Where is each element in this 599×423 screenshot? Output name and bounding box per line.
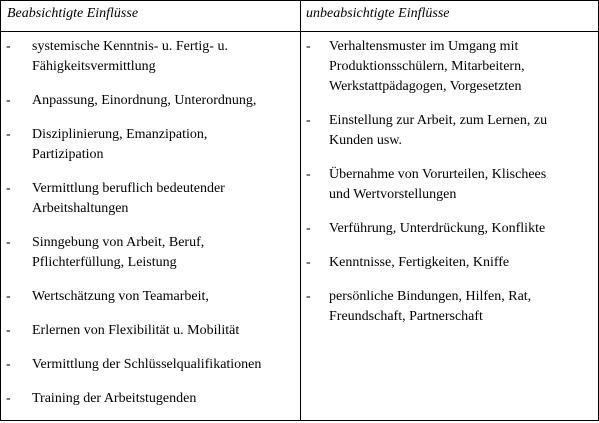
left-item-line: Sinngebung von Arbeit, Beruf,: [32, 235, 205, 250]
left-item: [1, 91, 300, 111]
bullet-dash: -: [6, 39, 11, 54]
left-item: [1, 321, 300, 341]
left-item: [1, 355, 300, 375]
bullet-dash: -: [6, 235, 11, 250]
bullet-dash: -: [306, 255, 311, 270]
left-item-text: [32, 125, 300, 165]
right-item: [301, 165, 598, 205]
bullet-dash: -: [306, 289, 311, 304]
right-item-line: Verführung, Unterdrückung, Konflikte: [329, 221, 546, 236]
left-item-line: Fähigkeitsvermittlung: [32, 59, 156, 74]
right-item-line: persönliche Bindungen, Hilfen, Rat,: [329, 289, 532, 304]
right-item-text: [329, 37, 598, 97]
left-item-text: [32, 233, 300, 273]
unintended-influences-list: [301, 37, 598, 341]
left-item-line: Vermittlung der Schlüsselqualifikationen: [32, 357, 262, 372]
right-item-text: [329, 253, 598, 273]
left-item-text: [32, 355, 300, 375]
right-item: [301, 37, 598, 97]
left-item-line: Vermittlung beruflich bedeutender: [32, 181, 225, 196]
right-item-line: Einstellung zur Arbeit, zum Lernen, zu: [329, 113, 548, 128]
header-unintended-influences: unbeabsichtigte Einflüsse: [306, 6, 450, 21]
left-item-line: Training der Arbeitstugenden: [32, 391, 197, 406]
right-item-line: Freundschaft, Partnerschaft: [329, 309, 483, 324]
header-intended-influences: Beabsichtigte Einflüsse: [7, 6, 139, 21]
left-item-line: Pflichterfüllung, Leistung: [32, 255, 177, 270]
left-item-line: systemische Kenntnis- u. Fertig- u.: [32, 39, 228, 54]
right-item-line: Übernahme von Vorurteilen, Klischees: [329, 167, 547, 182]
left-item-line: Partizipation: [32, 147, 104, 162]
right-item-line: Werkstattpädagogen, Vorgesetzten: [329, 79, 522, 94]
right-item: [301, 111, 598, 151]
left-item-text: [32, 91, 300, 111]
intended-influences-list: [1, 37, 300, 423]
bullet-dash: -: [306, 113, 311, 128]
left-item-text: [32, 287, 300, 307]
left-item-line: Wertschätzung von Teamarbeit,: [32, 289, 209, 304]
right-item: [301, 253, 598, 273]
header-divider: [1, 31, 598, 32]
left-item-line: Arbeitshaltungen: [32, 201, 129, 216]
left-item: [1, 179, 300, 219]
right-item-line: Verhaltensmuster im Umgang mit: [329, 39, 519, 54]
right-item: [301, 219, 598, 239]
right-item-text: [329, 219, 598, 239]
left-item: [1, 389, 300, 409]
left-item-text: [32, 389, 300, 409]
bullet-dash: -: [306, 221, 311, 236]
left-item: [1, 287, 300, 307]
left-item: [1, 37, 300, 77]
right-item-text: [329, 165, 598, 205]
right-item-text: [329, 111, 598, 151]
bullet-dash: -: [6, 357, 11, 372]
right-item-text: [329, 287, 598, 327]
bullet-dash: -: [6, 93, 11, 108]
left-item-text: [32, 179, 300, 219]
left-item-text: [32, 321, 300, 341]
bullet-dash: -: [6, 323, 11, 338]
left-item: [1, 233, 300, 273]
right-item-line: Produktionsschülern, Mitarbeitern,: [329, 59, 525, 74]
left-item: [1, 125, 300, 165]
left-item-line: Anpassung, Einordnung, Unterordnung,: [32, 93, 257, 108]
left-item-text: [32, 37, 300, 77]
bullet-dash: -: [6, 181, 11, 196]
bullet-dash: -: [6, 391, 11, 406]
right-item-line: Kunden usw.: [329, 133, 402, 148]
bullet-dash: -: [6, 127, 11, 142]
bullet-dash: -: [306, 39, 311, 54]
bullet-dash: -: [6, 289, 11, 304]
bullet-dash: -: [306, 167, 311, 182]
left-item-line: Disziplinierung, Emanzipation,: [32, 127, 208, 142]
right-item: [301, 287, 598, 327]
right-item-line: Kenntnisse, Fertigkeiten, Kniffe: [329, 255, 510, 270]
right-item-line: und Wertvorstellungen: [329, 187, 457, 202]
left-item-line: Erlernen von Flexibilität u. Mobilität: [32, 323, 240, 338]
